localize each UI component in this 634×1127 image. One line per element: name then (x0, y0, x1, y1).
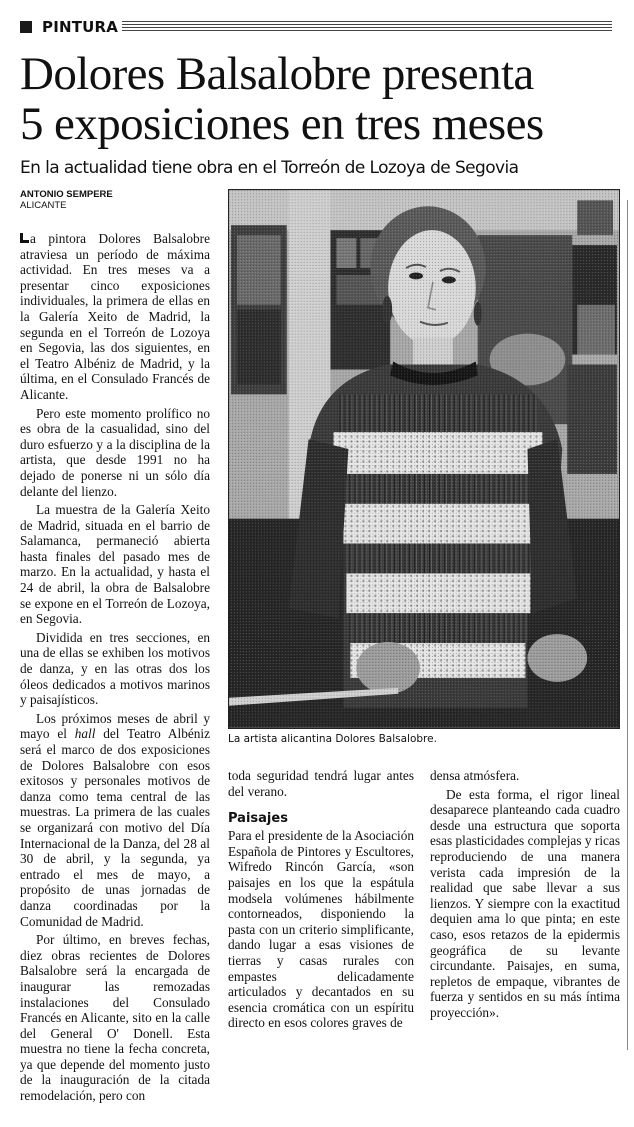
headline (20, 49, 620, 149)
paragraph-6: Por último, en breves fechas, diez obras recientes de Dolores Balsalobre será la encargada de inaugurar las remozadas instalaciones del Consulado Francés en Alicante, sito en la calle del General O' Donell. Esta muestra no tiene la fecha concreta, ya que depende del momento justo de la inauguración de la citada remodelación, pero con (20, 932, 210, 1104)
paragraph-5-text-b: del Teatro Albéniz será el marco de dos exposiciones de Dolores Balsalobre con esos exitosos y personales motivos de danza como tema central de las muestras. La primera de las cuales se organizará con motivo del Día Internacional de la Danza, del 28 al 30 de abril, y la segunda, ya entrado el mes de mayo, a propósito de unas jornadas de danza coordinadas por la Comunidad de Madrid. (20, 726, 210, 929)
left-column-area (20, 189, 210, 1107)
article-column-3 (430, 768, 620, 1034)
byline-place: ALICANTE (20, 200, 67, 211)
section-label: PINTURA (42, 18, 119, 36)
paragraph-1 (20, 231, 210, 403)
paragraph-7-continuation: densa atmósfera. (430, 768, 520, 783)
paragraph-7: Para el presidente de la Asociación Española de Pintores y Escultores, Wifredo Rincón García, «son paisajes en los que la espátula modsela volúmenes hábilmente contorneados, disponiendo la pasta con un criterio simplificante, dando lugar a esas visiones de tierras y casas rurales con empastes delicadamente articulados y decantados en su esencia cromática con un espíritu directo en esos colores graves de (228, 828, 414, 1031)
bottom-margin (20, 1107, 620, 1127)
paragraph-5-text-a: Los próximos meses de abril y mayo el (20, 710, 210, 742)
headline-line-1: Dolores Balsalobre presenta (20, 48, 534, 100)
article-column-2 (228, 768, 414, 1034)
subheading-paisajes: Paisajes (228, 811, 288, 827)
section-rules-divider (122, 21, 612, 33)
paragraph-5-italic: hall (74, 726, 96, 742)
photo-caption: La artista alicantina Dolores Balsalobre. (228, 733, 437, 745)
paragraph-1-text: a pintora Dolores Balsalobre atraviesa un período de máxima actividad. En tres meses va a presentar cinco exposiciones individuales, la primera de ellas en la Galería Xeito de Madrid, la segunda en el Torreón de Lozoya en Segovia, las dos siguientes, en el Teatro Albéniz de Madrid, y la última, en el Consulado Francés de Alicante. (20, 231, 210, 402)
initial-letter (20, 233, 29, 243)
article-body (20, 189, 620, 1107)
byline (20, 189, 210, 211)
black-square-icon (20, 21, 32, 33)
paragraph-8: De esta forma, el rigor lineal desaparece planteando cada cuadro desde una estructura que soporta esas plasticidades complejas y ricas reproduciendo de una manera verista cada impresión de la realidad que sabe llevar a sus lienzos. Y siempre con la exactitud dequien ama lo que pinta; en este caso, esos retazos de la epidermis geográfica de su levante circundante. Paisajes, en suma, repletos de empaque, vibrantes de fuerza y sentidos en su más íntima proyección». (430, 786, 620, 1020)
paragraph-3: La muestra de la Galería Xeito de Madrid, situada en el barrio de Salamanca, permaneció abierta hasta finales del pasado mes de marzo. En la actualidad, y hasta el 24 de abril, la obra de Balsalobre se expone en el Torreón de Lozoya, en Segovia. (20, 502, 210, 627)
article-photo (228, 189, 620, 729)
paragraph-5 (20, 711, 210, 929)
article-column-1 (20, 231, 210, 1107)
paragraph-6-continuation: toda seguridad tendrá lugar antes del verano. (228, 768, 414, 799)
subheadline: En la actualidad tiene obra en el Torreón de Lozoya de Segovia (20, 158, 519, 178)
lower-columns (228, 768, 620, 1034)
headline-line-2: 5 exposiciones en tres meses (20, 98, 544, 150)
paragraph-2: Pero este momento prolífico no es obra de la casualidad, sino del duro esfuerzo y a la disciplina de la artista, que desde 1991 no ha dejado de ponerse ni un sólo día delante del lienzo. (20, 405, 210, 499)
right-area (228, 189, 620, 1107)
page-edge-rule (627, 200, 628, 1050)
portrait-photo (229, 190, 619, 728)
byline-author: ANTONIO SEMPERE (20, 189, 113, 200)
section-header (20, 17, 612, 37)
paragraph-4: Dividida en tres secciones, en una de ellas se exhiben los motivos de danza, y en las otras dos los óleos dedicados a motivos marinos y paisajísticos. (20, 629, 210, 708)
